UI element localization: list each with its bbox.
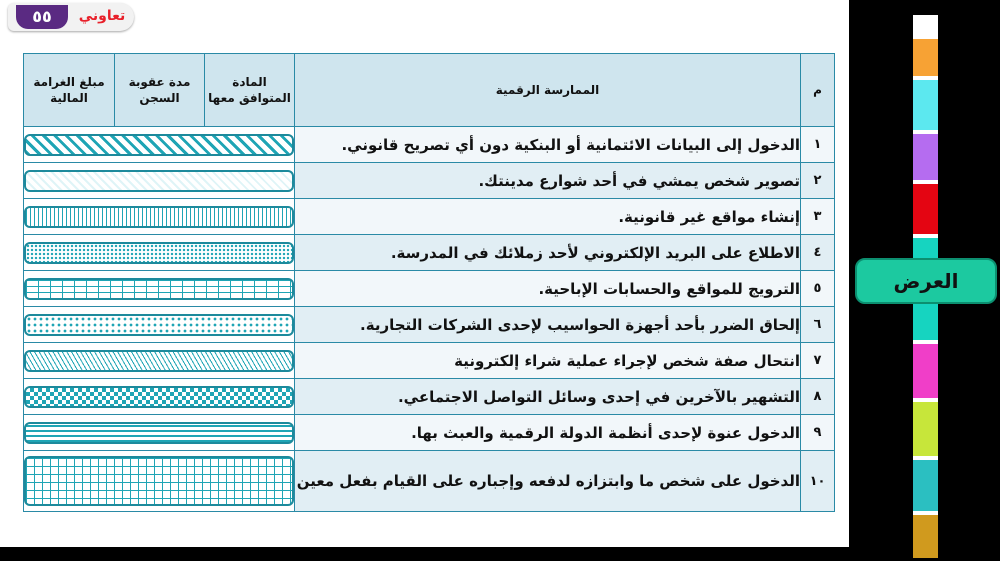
row-number: ٢ bbox=[801, 163, 835, 199]
header-prison-term: مدة عقوبة السجن bbox=[115, 54, 205, 127]
practice-text: الدخول إلى البيانات الائتمانية أو البنكية دون أي تصريح قانوني. bbox=[295, 127, 801, 163]
practice-text: الدخول عنوة لإحدى أنظمة الدولة الرقمية والعبث بها. bbox=[295, 415, 801, 451]
header-number: م bbox=[801, 54, 835, 127]
color-segment bbox=[913, 456, 938, 511]
practice-text: الدخول على شخص ما وابتزازه لدفعه وإجباره على القيام بفعل معين bbox=[295, 451, 801, 512]
table-row bbox=[24, 199, 835, 235]
practice-text: إلحاق الضرر بأحد أجهزة الحواسيب لإحدى الشركات التجارية. bbox=[295, 307, 801, 343]
header-practice: الممارسة الرقمية bbox=[295, 54, 801, 127]
answer-cell[interactable] bbox=[24, 199, 295, 235]
answer-cell[interactable] bbox=[24, 415, 295, 451]
page-number-badge: ٥٥ bbox=[16, 5, 68, 29]
color-segment bbox=[913, 511, 938, 558]
answer-pattern-bar[interactable] bbox=[24, 206, 294, 228]
practice-text: تصوير شخص يمشي في أحد شوارع مدينتك. bbox=[295, 163, 801, 199]
table-row bbox=[24, 379, 835, 415]
digital-practices-table bbox=[23, 53, 835, 512]
answer-cell[interactable] bbox=[24, 451, 295, 512]
row-number: ٧ bbox=[801, 343, 835, 379]
color-segment bbox=[913, 340, 938, 398]
color-segment bbox=[913, 15, 938, 35]
color-segment bbox=[913, 76, 938, 130]
color-segment bbox=[913, 180, 938, 234]
activity-badge bbox=[8, 3, 134, 31]
row-number: ٥ bbox=[801, 271, 835, 307]
answer-pattern-bar[interactable] bbox=[24, 170, 294, 192]
answer-pattern-bar[interactable] bbox=[24, 456, 294, 506]
activity-type-label: تعاوني bbox=[78, 8, 126, 24]
answer-pattern-bar[interactable] bbox=[24, 242, 294, 264]
table-row bbox=[24, 343, 835, 379]
color-segment bbox=[913, 398, 938, 456]
practice-text: الترويج للمواقع والحسابات الإباحية. bbox=[295, 271, 801, 307]
table-row bbox=[24, 271, 835, 307]
table-header-row bbox=[24, 54, 835, 127]
table-row bbox=[24, 451, 835, 512]
answer-cell[interactable] bbox=[24, 235, 295, 271]
practice-text: إنشاء مواقع غير قانونية. bbox=[295, 199, 801, 235]
row-number: ٩ bbox=[801, 415, 835, 451]
table-row bbox=[24, 235, 835, 271]
answer-pattern-bar[interactable] bbox=[24, 134, 294, 156]
row-number: ٦ bbox=[801, 307, 835, 343]
row-number: ٨ bbox=[801, 379, 835, 415]
row-number: ٣ bbox=[801, 199, 835, 235]
table-row bbox=[24, 415, 835, 451]
header-article: المادة المتوافق معها bbox=[205, 54, 295, 127]
color-segment bbox=[913, 35, 938, 76]
table-row bbox=[24, 307, 835, 343]
answer-pattern-bar[interactable] bbox=[24, 422, 294, 444]
answer-cell[interactable] bbox=[24, 379, 295, 415]
answer-pattern-bar[interactable] bbox=[24, 278, 294, 300]
answer-cell[interactable] bbox=[24, 127, 295, 163]
row-number: ٤ bbox=[801, 235, 835, 271]
answer-pattern-bar[interactable] bbox=[24, 350, 294, 372]
answer-pattern-bar[interactable] bbox=[24, 314, 294, 336]
display-button[interactable]: العرض bbox=[855, 258, 997, 304]
practice-text: انتحال صفة شخص لإجراء عملية شراء إلكترونية bbox=[295, 343, 801, 379]
practice-text: التشهير بالآخرين في إحدى وسائل التواصل الاجتماعي. bbox=[295, 379, 801, 415]
row-number: ١٠ bbox=[801, 451, 835, 512]
header-fine-amount: مبلغ الغرامة المالية bbox=[24, 54, 115, 127]
practice-text: الاطلاع على البريد الإلكتروني لأحد زملائك في المدرسة. bbox=[295, 235, 801, 271]
color-segment bbox=[913, 130, 938, 180]
row-number: ١ bbox=[801, 127, 835, 163]
answer-cell[interactable] bbox=[24, 271, 295, 307]
answer-cell[interactable] bbox=[24, 163, 295, 199]
answer-pattern-bar[interactable] bbox=[24, 386, 294, 408]
table-row bbox=[24, 163, 835, 199]
answer-cell[interactable] bbox=[24, 343, 295, 379]
answer-cell[interactable] bbox=[24, 307, 295, 343]
table-row bbox=[24, 127, 835, 163]
